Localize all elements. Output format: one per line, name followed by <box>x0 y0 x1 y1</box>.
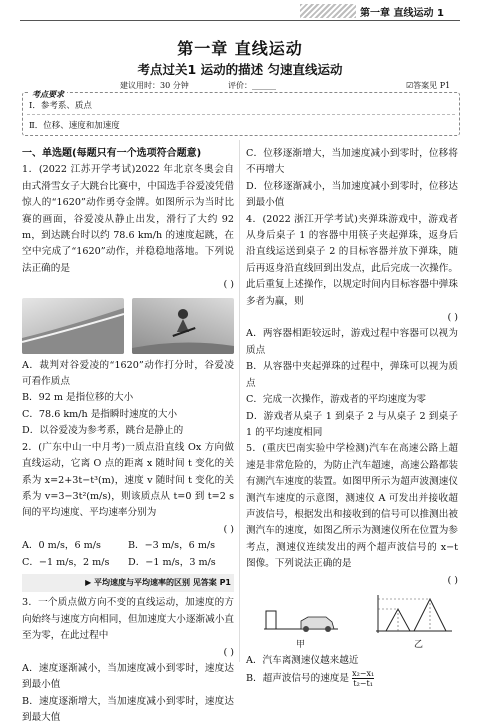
knowledge-item: Ⅱ．位移、速度和加速度 <box>29 121 120 131</box>
knowledge-box-title: 考点要求 <box>29 89 67 100</box>
question-1-option-b: B．92 m 是指位移的大小 <box>22 392 134 404</box>
question-2-stem: 2．(广东中山一中月考)一质点沿直线 Ox 方向做直线运动，它离 O 点的距离 x 随时间 t 变化的关系为 x=2+3t−t³(m)，速度 v 随时间 t 变化的关系为 v=3−3t²(m/s)，则该质点从 t=0 到 t=2 s 间的平均速度、平均速率分别为 <box>22 441 234 519</box>
question-2-option-d: D．−1 m/s，3 m/s <box>128 556 216 568</box>
section-heading: 一、单选题(每题只有一个选项符合题意) <box>22 148 202 159</box>
question-5-option-b <box>246 669 458 688</box>
answer-reference: ☑答案见 P1 <box>406 81 451 90</box>
figure-a-label: 甲 <box>296 639 306 650</box>
question-4-stem: 4．(2022 浙江开学考试)夹弹珠游戏中，游戏者从身后桌子 1 的容器中用筷子夹起弹珠，返身后沿直线运送到桌子 2 的目标容器并放下弹珠，随后再返身沿直线回到出发点，此后完成一次操作。此后重复上述操作，以规定时间内目标容器中弹珠多者为赢，则 <box>246 213 458 307</box>
speed-measurement-diagram <box>246 591 458 639</box>
section-subtitle: 考点过关1 运动的描述 匀速直线运动 <box>137 62 343 77</box>
question-2-option-c: C．−1 m/s，2 m/s <box>22 556 110 568</box>
question-1-option-d: D．以谷爱凌为参考系，跳台是静止的 <box>22 425 184 437</box>
answer-paren: ( ) <box>223 523 234 535</box>
answer-paren: ( ) <box>223 279 234 291</box>
left-column <box>22 146 234 727</box>
question-4-option-d: D．游戏者从桌子 1 到桌子 2 与从桌子 2 到桌子 1 的平均速度相同 <box>246 410 458 438</box>
question-5-stem: 5．(重庆巴南实验中学检测)汽车在高速公路上超速是非常危险的，为防止汽车超速，高速公路都装有测汽车速度的装置。如图甲所示为超声波测速仪测汽车速度的示意图，测速仪 A 可发出并接收超声波信号，根据发出和接收到的信号可以推测出被测汽车的速度，如图乙所示为测速仪所在位置为参考点，测速仪连续发出的两个超声波信号的 x−t 图像。下列说法正确的是 <box>246 443 458 570</box>
knowledge-item: Ⅰ．参考系、质点 <box>29 101 92 111</box>
answer-paren: ( ) <box>447 312 458 324</box>
question-5-option-a: A．汽车离测速仪越来越近 <box>246 654 359 666</box>
fraction-denominator: t₂−t₁ <box>353 679 373 689</box>
question-2-option-a: A．0 m/s，6 m/s <box>22 540 101 552</box>
ski-jump-photo <box>22 298 124 354</box>
speed-fraction <box>352 669 374 688</box>
question-1-stem: 1．(2022 江苏开学考试)2022 年北京冬奥会自由式滑雪女子大跳台比赛中，中国选手谷爱凌凭借惊人的“1620”动作勇夺金牌。如图所示为当时比赛的画面，谷爱凌从静止出发，滑行了大约 92 m，到达跳台时以约 78.6 km/h 的速度起跳，在空中完成了“1620”动作，并稳稳地落地。下列说法正确的是 <box>22 164 234 274</box>
header-decoration <box>300 4 356 18</box>
knowledge-requirements-box <box>22 89 460 136</box>
option-b-text: B．超声波信号的速度是 <box>246 673 349 685</box>
question-2-option-b: B．−3 m/s，6 m/s <box>128 540 216 552</box>
header-rule <box>20 20 460 21</box>
question-3-option-b: B．速度逐渐增大，当加速度减小到零时，速度达到最大值 <box>22 695 234 724</box>
running-header: 第一章 直线运动 1 <box>360 8 444 19</box>
column-divider <box>239 140 240 662</box>
question-2-options-row-2 <box>22 555 234 571</box>
answer-paren: ( ) <box>447 574 458 586</box>
knowledge-divider <box>27 114 455 115</box>
evaluation-field: 评价：______ <box>228 81 276 90</box>
question-3-option-d: D．位移逐渐减小，当加速度减小到零时，位移达到最小值 <box>246 180 458 209</box>
question-2-options-row-1 <box>22 538 234 554</box>
question-1-option-a: A．裁判对谷爱凌的“1620”动作打分时，谷爱凌可看作质点 <box>22 359 234 388</box>
reference-tip: ▶ 平均速度与平均速率的区别 见答案 P1 <box>22 574 234 592</box>
question-3-option-c: C．位移逐渐增大，当加速度减小到零时，位移将不再增大 <box>246 148 458 176</box>
question-4-option-a: A．两容器相距较远时，游戏过程中容器可以视为质点 <box>246 328 458 356</box>
chapter-title: 第一章 直线运动 <box>177 39 303 58</box>
question-1-option-c: C．78.6 km/h 是指瞬时速度的大小 <box>22 408 178 420</box>
question-1-photos <box>22 298 234 354</box>
question-4-option-c: C．完成一次操作，游戏者的平均速度为零 <box>246 394 427 406</box>
answer-paren: ( ) <box>223 646 234 658</box>
question-3-stem: 3．一个质点做方向不变的直线运动，加速度的方向始终与速度方向相同，但加速度大小逐渐减小直至为零，在此过程中 <box>22 597 234 642</box>
right-column <box>246 146 458 688</box>
skier-jump-photo <box>132 298 234 354</box>
fraction-numerator: x₂−x₁ <box>352 669 375 679</box>
figure-b-label: 乙 <box>414 639 424 650</box>
suggested-time: 建议用时：30 分钟 <box>120 81 189 90</box>
question-3-option-a: A．速度逐渐减小，当加速度减小到零时，速度达到最小值 <box>22 662 234 691</box>
question-4-option-b: B．从容器中夹起弹珠的过程中，弹珠可以视为质点 <box>246 361 458 389</box>
question-5-figures <box>246 591 458 651</box>
